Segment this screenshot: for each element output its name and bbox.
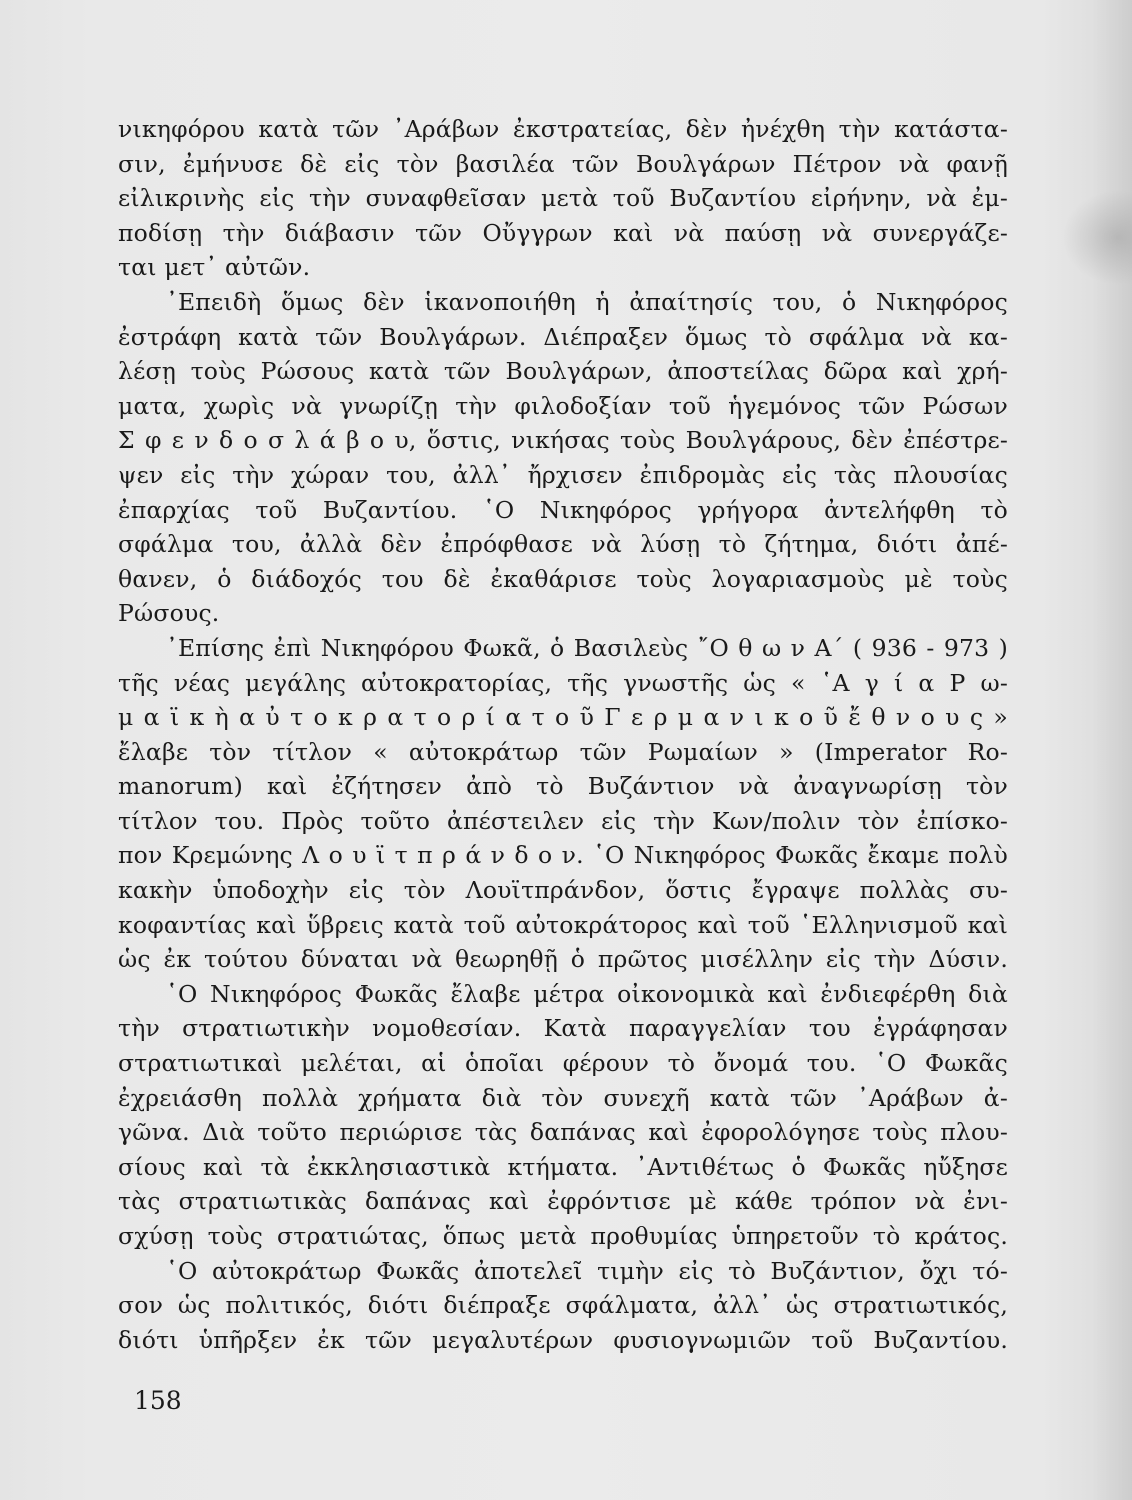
text-line: πον Κρεμώνης Λ ο υ ϊ τ π ρ ά ν δ ο ν. ῾Ο Νικηφόρος Φωκᾶς ἔκαμε πολὺ — [118, 841, 1008, 870]
text-line: εἰλικρινὴς εἰς τὴν συναφθεῖσαν μετὰ τοῦ Βυζαντίου εἰρήνην, νὰ ἐμ- — [118, 184, 1008, 213]
text-line: ῾Ο αὐτοκράτωρ Φωκᾶς ἀποτελεῖ τιμὴν εἰς τὸ Βυζάντιον, ὄχι τό- — [166, 1256, 1008, 1285]
page-number: 158 — [134, 1386, 182, 1415]
text-line: ἔλαβε τὸν τίτλον « αὐτοκράτωρ τῶν Ρωμαίων » (Imperator Ro- — [118, 737, 1008, 766]
text-line: ἐστράφη κατὰ τῶν Βουλγάρων. Διέπραξεν ὅμως τὸ σφάλμα νὰ κα- — [118, 322, 1008, 351]
text-line: σφάλμα του, ἀλλὰ δὲν ἐπρόφθασε νὰ λύσῃ τὸ ζήτημα, διότι ἀπέ- — [118, 530, 1008, 559]
text-line: ἐπαρχίας τοῦ Βυζαντίου. ῾Ο Νικηφόρος γρήγορα ἀντελήφθη τὸ — [118, 495, 1008, 524]
text-line: κοφαντίας καὶ ὕβρεις κατὰ τοῦ αὐτοκράτορος καὶ τοῦ ῾Ελληνισμοῦ καὶ — [118, 910, 1008, 939]
text-line: τῆς νέας μεγάλης αὐτοκρατορίας, τῆς γνωστῆς ὡς « ῾Α γ ί α Ρ ω- — [118, 668, 1008, 697]
text-line: νικηφόρου κατὰ τῶν ᾿Αράβων ἐκστρατείας, δὲν ἠνέχθη τὴν κατάστα- — [118, 115, 1008, 143]
text-line: ἐχρειάσθη πολλὰ χρήματα διὰ τὸν συνεχῆ κατὰ τῶν ᾿Αράβων ἀ- — [118, 1083, 1008, 1112]
text-line: λέσῃ τοὺς Ρώσους κατὰ τῶν Βουλγάρων, ἀποστείλας δῶρα καὶ χρή- — [118, 357, 1008, 386]
text-line: μ α ϊ κ ὴ α ὐ τ ο κ ρ α τ ο ρ ί α τ ο ῦ Γ ε ρ μ α ν ι κ ο ῦ ἔ θ ν ο υ ς » — [118, 703, 1008, 732]
text-line: Ρώσους. — [118, 599, 220, 628]
text-line: ᾿Επίσης ἐπὶ Νικηφόρου Φωκᾶ, ὁ Βασιλεὺς ῎Ο θ ω ν Α΄ ( 936 - 973 ) — [166, 633, 1008, 662]
scan-smudge — [1062, 190, 1132, 285]
text-line: στρατιωτικαὶ μελέται, αἱ ὁποῖαι φέρουν τὸ ὄνομά του. ῾Ο Φωκᾶς — [118, 1049, 1008, 1078]
text-line: κακὴν ὑποδοχὴν εἰς τὸν Λουϊτπράνδον, ὅστις ἔγραψε πολλὰς συ- — [118, 876, 1008, 905]
text-line: τὰς στρατιωτικὰς δαπάνας καὶ ἐφρόντισε μὲ κάθε τρόπον νὰ ἐνι- — [118, 1187, 1008, 1216]
text-line: ὡς ἐκ τούτου δύναται νὰ θεωρηθῇ ὁ πρῶτος μισέλλην εἰς τὴν Δύσιν. — [118, 945, 1008, 974]
text-line: γῶνα. Διὰ τοῦτο περιώρισε τὰς δαπάνας καὶ ἐφορολόγησε τοὺς πλου- — [118, 1118, 1008, 1147]
text-line: manorum) καὶ ἐζήτησεν ἀπὸ τὸ Βυζάντιον νὰ ἀναγνωρίσῃ τὸν — [118, 772, 1008, 801]
text-line: τίτλον του. Πρὸς τοῦτο ἀπέστειλεν εἰς τὴν Κων/πολιν τὸν ἐπίσκο- — [118, 806, 1008, 835]
text-line: ται μετ᾿ αὐτῶν. — [118, 253, 311, 282]
text-line: ψεν εἰς τὴν χώραν του, ἀλλ᾿ ἤρχισεν ἐπιδρομὰς εἰς τὰς πλουσίας — [118, 460, 1008, 489]
text-line: σιν, ἐμήνυσε δὲ εἰς τὸν βασιλέα τῶν Βουλγάρων Πέτρον νὰ φανῇ — [118, 149, 1008, 178]
text-line: ῾Ο Νικηφόρος Φωκᾶς ἔλαβε μέτρα οἰκονομικὰ καὶ ἐνδιεφέρθη διὰ — [166, 979, 1008, 1008]
text-line: ματα, χωρὶς νὰ γνωρίζῃ τὴν φιλοδοξίαν τοῦ ἡγεμόνος τῶν Ρώσων — [118, 391, 1008, 420]
text-line: σον ὡς πολιτικός, διότι διέπραξε σφάλματα, ἀλλ᾿ ὡς στρατιωτικός, — [118, 1291, 1008, 1320]
text-line: θανεν, ὁ διάδοχός του δὲ ἐκαθάρισε τοὺς λογαριασμοὺς μὲ τοὺς — [118, 564, 1008, 593]
text-line: τὴν στρατιωτικὴν νομοθεσίαν. Κατὰ παραγγελίαν του ἐγράφησαν — [118, 1014, 1008, 1043]
text-line: σίους καὶ τὰ ἐκκλησιαστικὰ κτήματα. ᾿Αντιθέτως ὁ Φωκᾶς ηὔξησε — [118, 1152, 1008, 1181]
text-line: σχύσῃ τοὺς στρατιώτας, ὅπως μετὰ προθυμίας ὑπηρετοῦν τὸ κράτος. — [118, 1222, 1008, 1250]
text-line: ποδίσῃ τὴν διάβασιν τῶν Οὔγγρων καὶ νὰ παύσῃ νὰ συνεργάζε- — [118, 218, 1008, 247]
text-line: Σ φ ε ν δ ο σ λ ά β ο υ, ὅστις, νικήσας τοὺς Βουλγάρους, δὲν ἐπέστρε- — [118, 426, 1008, 455]
text-line: διότι ὑπῆρξεν ἐκ τῶν μεγαλυτέρων φυσιογνωμιῶν τοῦ Βυζαντίου. — [118, 1325, 1008, 1354]
body-text — [118, 112, 1008, 1357]
text-line: ᾿Επειδὴ ὅμως δὲν ἱκανοποιήθη ἡ ἀπαίτησίς του, ὁ Νικηφόρος — [166, 287, 1008, 316]
